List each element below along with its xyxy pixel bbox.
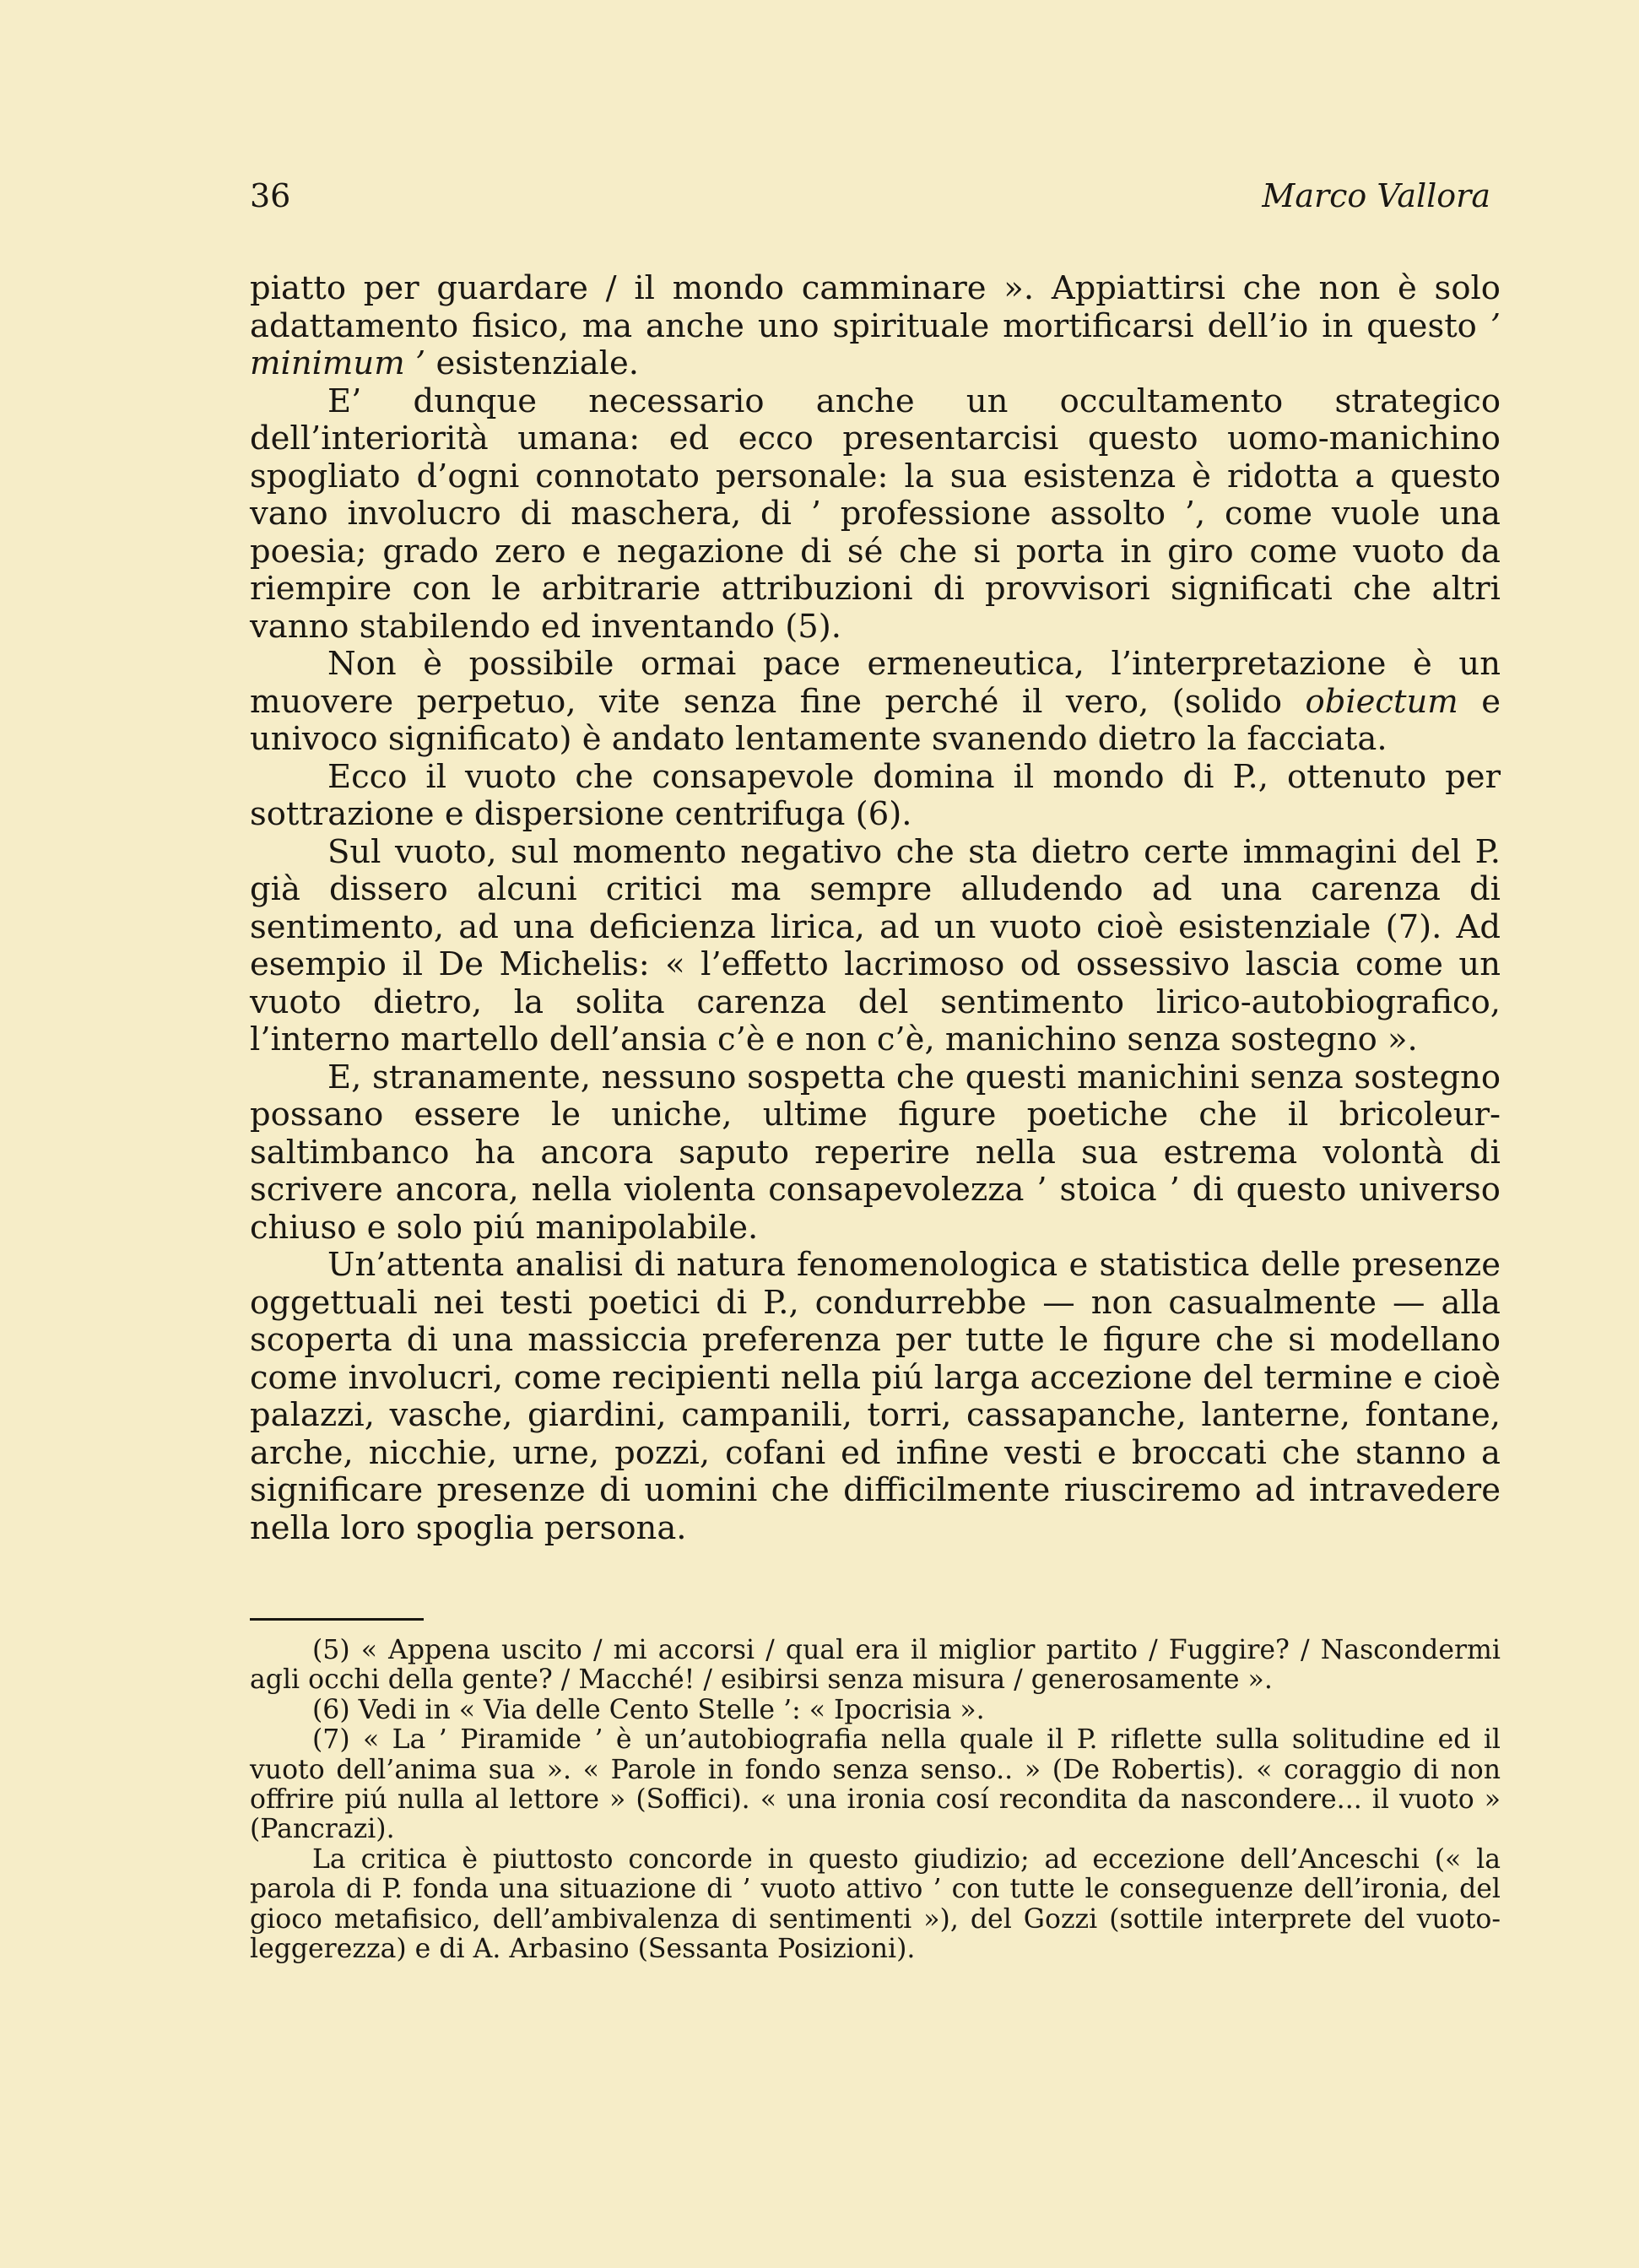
paragraph: Sul vuoto, sul momento negativo che sta dietro certe immagini del P. già dissero alcuni critici ma sempre alludendo ad una carenza di sentimento, ad una deficienza lirica, ad un vuoto cioè esistenziale (7). Ad esempio il De Michelis: « l’effetto lacrimoso od ossessivo lascia come un vuoto dietro, la solita carenza del sentimento lirico-autobiografico, l’interno martello dell’ansia c’è e non c’è, manichino senza sostegno ». bbox=[250, 832, 1501, 1058]
footnote-5: (5) « Appena uscito / mi accorsi / qual era il miglior partito / Fuggire? / Nascondermi agli occhi della gente? / Macché! / esibirsi senza misura / generosamente ». bbox=[250, 1635, 1501, 1696]
body-text bbox=[250, 270, 1501, 1547]
paragraph: Un’attenta analisi di natura fenomenologica e statistica delle presenze oggettuali nei testi poetici di P., condurrebbe — non casualmente — alla scoperta di una massiccia preferenza per tutte le figure che si modellano come involucri, come recipienti nella piú larga accezione del termine e cioè palazzi, vasche, giardini, campanili, torri, cassapanche, lanterne, fontane, arche, nicchie, urne, pozzi, cofani ed infine vesti e broccati che stanno a significare presenze di uomini che difficilmente riusciremo ad intravedere nella loro spoglia persona. bbox=[250, 1246, 1501, 1547]
footnote-separator bbox=[250, 1618, 424, 1621]
page-number: 36 bbox=[250, 177, 291, 214]
footnote-7: (7) « La ’ Piramide ’ è un’autobiografia nella quale il P. riflette sulla solitudine ed il vuoto dell’anima sua ». « Parole in fondo senza senso.. » (De Robertis). « coraggio di non offrire piú nulla al lettore » (Soffici). « una ironia cosí recondita da nascondere... il vuoto » (Pancrazi). bbox=[250, 1724, 1501, 1845]
running-head: Marco Vallora bbox=[1262, 177, 1490, 214]
page-header bbox=[250, 177, 1490, 228]
footnote-7-continued: La critica è piuttosto concorde in questo giudizio; ad eccezione dell’Anceschi (« la parola di P. fonda una situazione di ’ vuoto attivo ’ con tutte le conseguenze dell’ironia, del gioco metafisico, dell’ambivalenza di sentimenti »), del Gozzi (sottile interprete del vuoto-leggerezza) e di A. Arbasino (Sessanta Posizioni). bbox=[250, 1843, 1501, 1965]
paragraph: Non è possibile ormai pace ermeneutica, l’interpretazione è un muovere perpetuo, vite senza fine perché il vero, (solido obiectum e univoco significato) è andato lentamente svanendo dietro la facciata. bbox=[250, 645, 1501, 758]
footnotes bbox=[250, 1636, 1501, 1964]
footnote-6: (6) Vedi in « Via delle Cento Stelle ’: « Ipocrisia ». bbox=[312, 1694, 985, 1725]
paragraph: Ecco il vuoto che consapevole domina il mondo di P., ottenuto per sottrazione e dispersione centrifuga (6). bbox=[250, 757, 1501, 833]
paragraph: E, stranamente, nessuno sospetta che questi manichini senza sostegno possano essere le uniche, ultime figure poetiche che il bricoleur-saltimbanco ha ancora saputo reperire nella sua estrema volontà di scrivere ancora, nella violenta consapevolezza ’ stoica ’ di questo universo chiuso e solo piú manipolabile. bbox=[250, 1058, 1501, 1247]
paragraph: piatto per guardare / il mondo camminare ». Appiattirsi che non è solo adattamento fisico, ma anche uno spirituale mortificarsi dell’io in questo ’ minimum ’ esistenziale. bbox=[250, 269, 1501, 382]
paragraph: E’ dunque necessario anche un occultamento strategico dell’interiorità umana: ed ecco presentarcisi questo uomo-manichino spogliato d’ogni connotato personale: la sua esistenza è ridotta a questo vano involucro di maschera, di ’ professione assolto ’, come vuole una poesia; grado zero e negazione di sé che si porta in giro come vuoto da riempire con le arbitrarie attribuzioni di provvisori significati che altri vanno stabilendo ed inventando (5). bbox=[250, 382, 1501, 646]
